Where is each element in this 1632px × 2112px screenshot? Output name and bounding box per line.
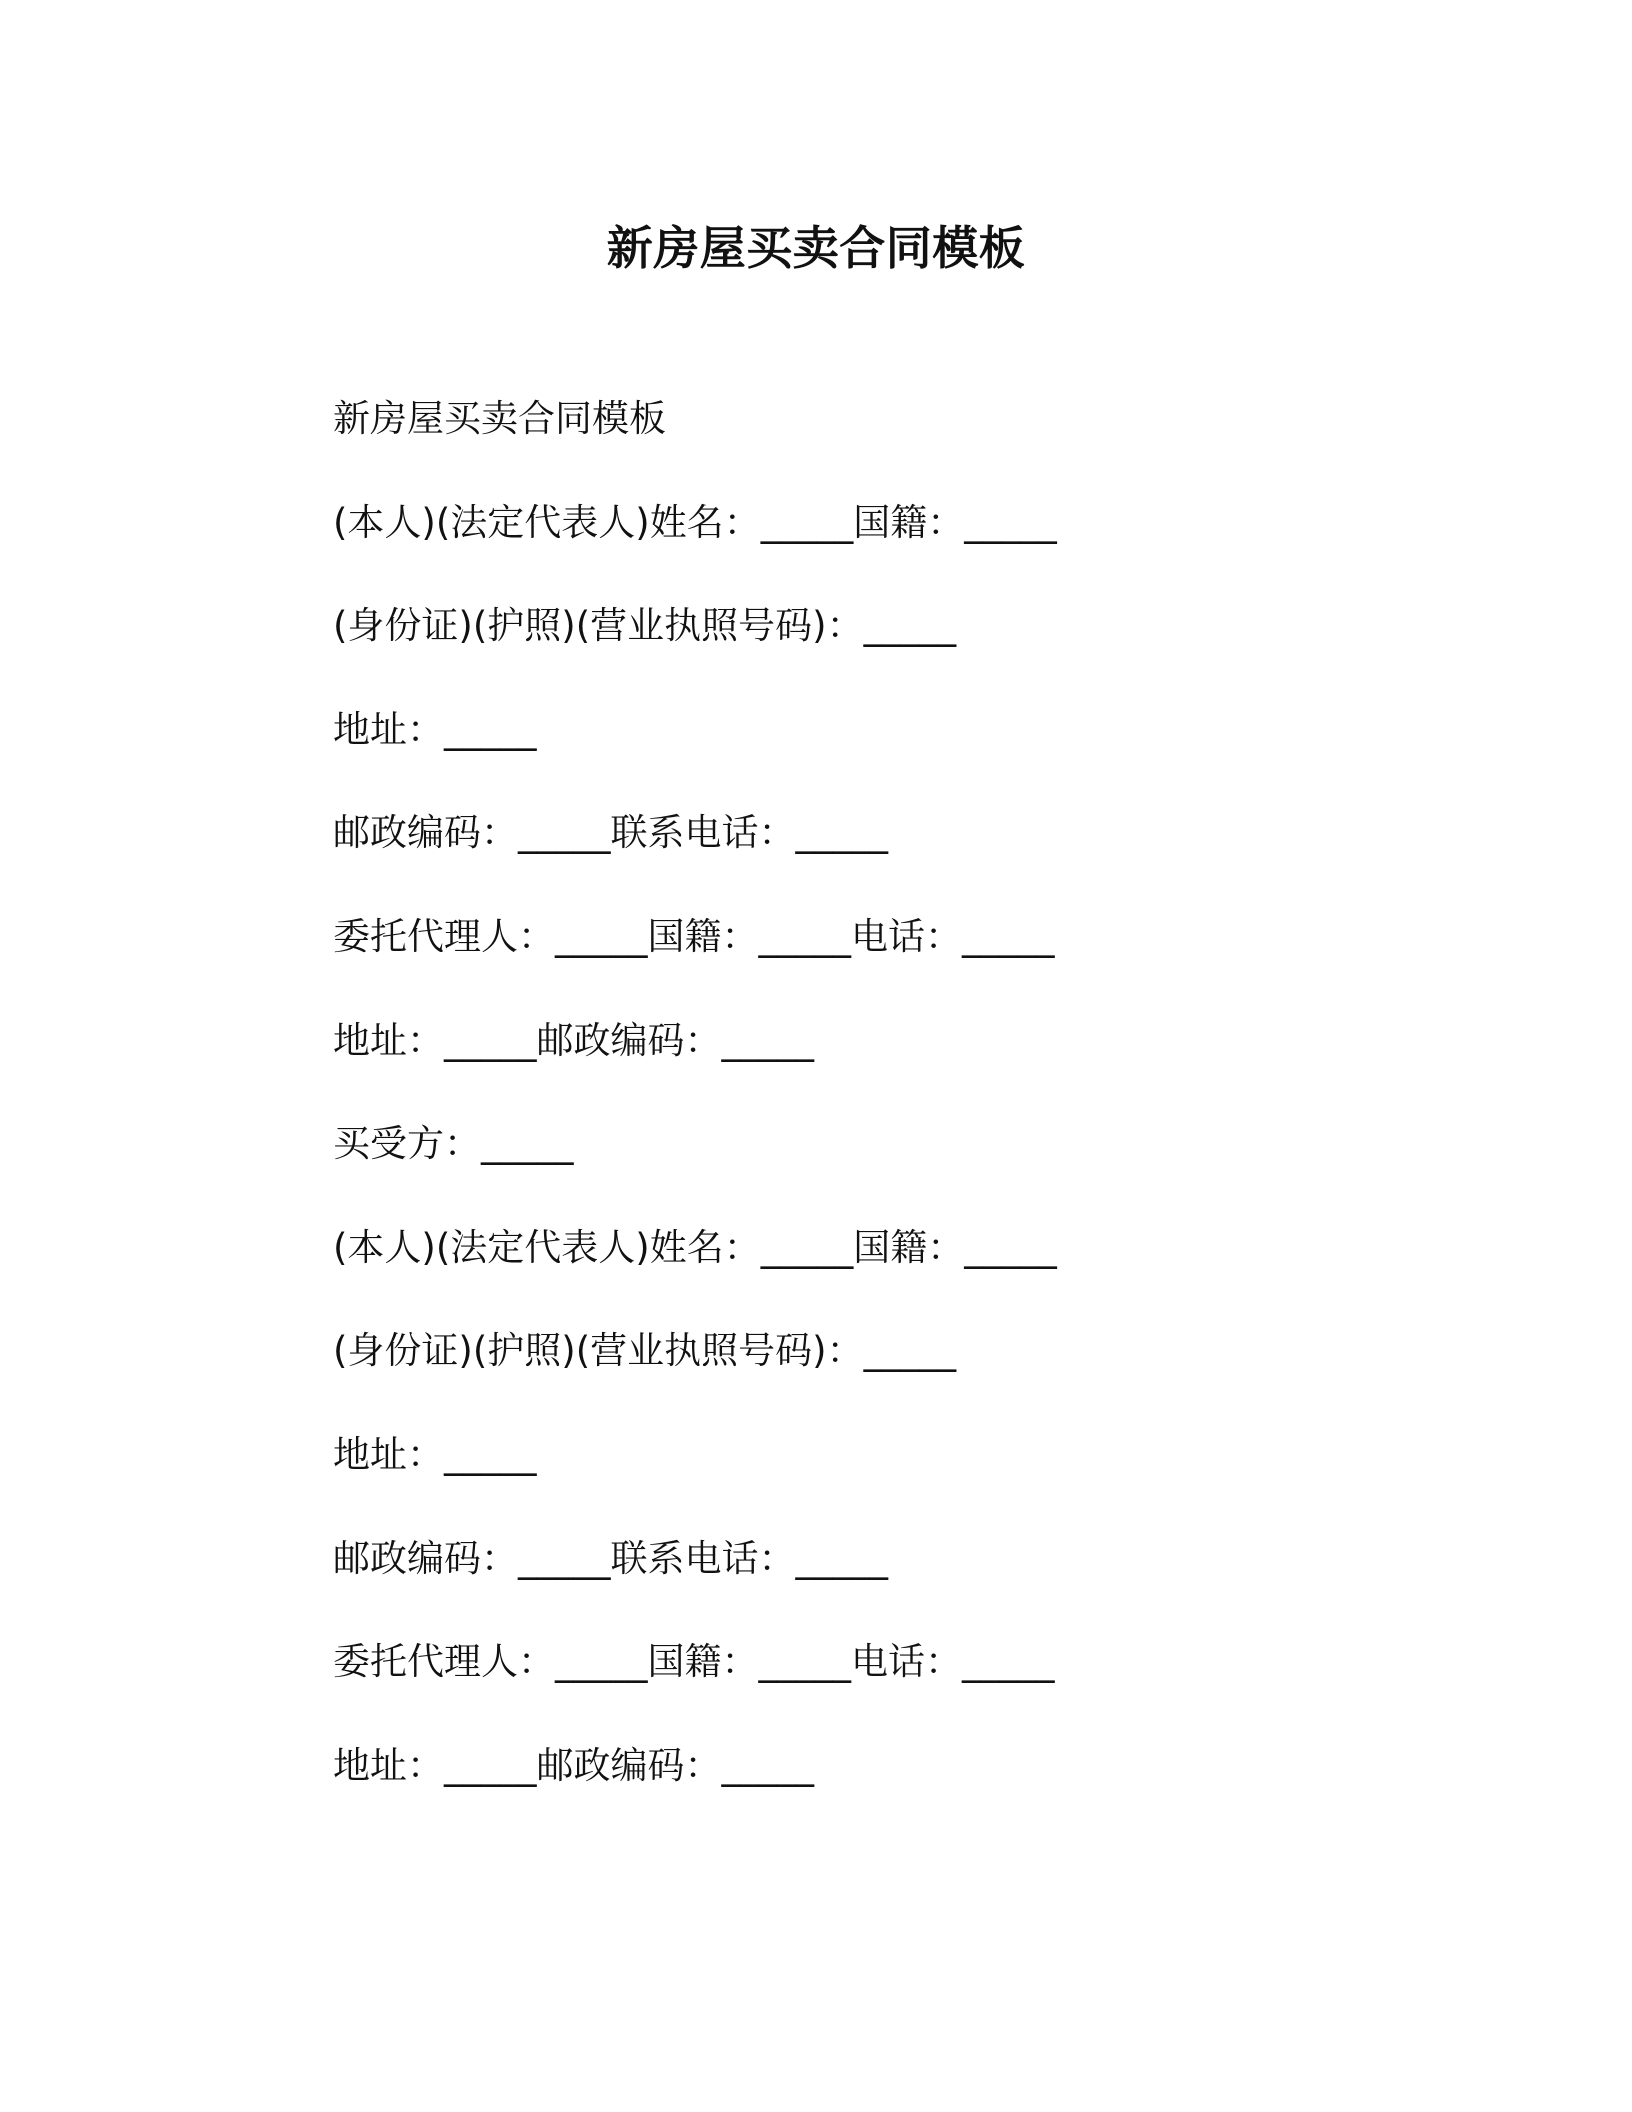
document-title: 新房屋买卖合同模板 <box>606 221 1026 275</box>
document-body <box>333 394 1533 1844</box>
buyer-address-line: 地址：_____ <box>333 1432 537 1476</box>
body-heading: 新房屋买卖合同模板 <box>333 397 666 440</box>
buyer-name-nationality-line: (本人)(法定代表人)姓名：_____国籍：_____ <box>333 1225 1057 1269</box>
buyer-line: 买受方：_____ <box>333 1122 574 1166</box>
buyer-postcode-phone-line: 邮政编码：_____联系电话：_____ <box>333 1536 888 1580</box>
seller-agent-line: 委托代理人：_____国籍：_____电话：_____ <box>333 914 1055 958</box>
buyer-id-number-line: (身份证)(护照)(营业执照号码)：_____ <box>333 1329 957 1373</box>
seller-id-number-line: (身份证)(护照)(营业执照号码)：_____ <box>333 604 957 648</box>
seller-postcode-phone-line: 邮政编码：_____联系电话：_____ <box>333 811 888 855</box>
buyer-agent-line: 委托代理人：_____国籍：_____电话：_____ <box>333 1640 1055 1684</box>
buyer-agent-address-line: 地址：_____邮政编码：_____ <box>333 1743 814 1787</box>
seller-name-nationality-line: (本人)(法定代表人)姓名：_____国籍：_____ <box>333 500 1057 544</box>
seller-agent-address-line: 地址：_____邮政编码：_____ <box>333 1018 814 1062</box>
seller-address-line: 地址：_____ <box>333 707 537 751</box>
